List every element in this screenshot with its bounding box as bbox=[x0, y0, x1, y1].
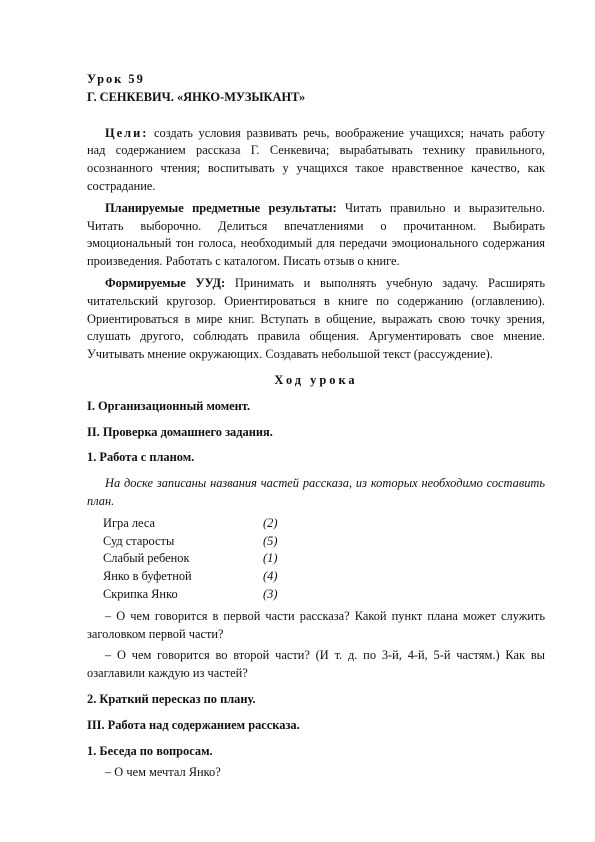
uud-text: Принимать и выполнять учебную задачу. Расширять читательский кругозор. Ориентироваться в книге по содержанию (оглавлению). Ориентироваться в мире книг. Вступать в общение, выражать свою точку зрения, слушать другого, соблюдать правила общения. Аргументировать свое мнение. Учитывать мнение окружающих. Создавать небольшой текст (рассуждение). bbox=[87, 275, 545, 362]
goals-paragraph bbox=[87, 125, 545, 196]
section-content-work: III. Работа над содержанием рассказа. bbox=[87, 717, 300, 732]
planned-results-paragraph bbox=[87, 200, 545, 271]
course-heading: Ход урока bbox=[274, 372, 358, 387]
plan-item-number: (5) bbox=[263, 533, 278, 548]
board-note: На доске записаны названия частей рассказа, из которых необходимо составить план. bbox=[87, 476, 545, 508]
section-homework: II. Проверка домашнего задания. bbox=[87, 424, 273, 439]
plan-item-title: Янко в буфетной bbox=[103, 569, 192, 584]
subsection-plan-work: 1. Работа с планом. bbox=[87, 450, 195, 465]
question-part-one: – О чем говорится в первой части рассказа? Какой пункт плана может служить заголовком первой части? bbox=[87, 608, 545, 641]
lesson-title: Г. СЕНКЕВИЧ. «ЯНКО-МУЗЫКАНТ» bbox=[87, 89, 306, 104]
goals-text: создать условия развивать речь, воображение учащихся; начать работу над содержанием рассказа Г. Сенкевича; вырабатывать технику правильного, осознанного чтения; воспитывать у учащихся такое нравственное качество, как сострадание. bbox=[87, 125, 545, 193]
plan-item-title: Слабый ребенок bbox=[103, 551, 190, 566]
plan-item-number: (2) bbox=[263, 515, 278, 530]
plan-item bbox=[103, 515, 545, 533]
plan-item-title: Скрипка Янко bbox=[103, 586, 178, 601]
plan-item bbox=[103, 568, 545, 586]
plan-item bbox=[103, 533, 545, 551]
uud-paragraph bbox=[87, 275, 545, 364]
plan-item-number: (1) bbox=[263, 551, 278, 566]
plan-item-number: (3) bbox=[263, 586, 278, 601]
subsection-retelling: 2. Краткий пересказ по плану. bbox=[87, 691, 256, 706]
planned-results-label: Планируемые предметные результаты: bbox=[105, 200, 337, 215]
subsection-questions: 1. Беседа по вопросам. bbox=[87, 743, 213, 758]
lesson-number: Урок 59 bbox=[87, 72, 145, 86]
plan-item-title: Суд старосты bbox=[103, 533, 175, 548]
plan-item-number: (4) bbox=[263, 569, 278, 584]
plan-item bbox=[103, 586, 545, 604]
section-organizational: I. Организационный момент. bbox=[87, 398, 251, 413]
question-yanko-dream: – О чем мечтал Янко? bbox=[105, 765, 221, 780]
plan-item bbox=[103, 550, 545, 568]
goals-label: Цели: bbox=[105, 125, 149, 140]
uud-label: Формируемые УУД: bbox=[105, 275, 226, 290]
plan-item-title: Игра леса bbox=[103, 515, 155, 530]
plan-list bbox=[103, 515, 545, 604]
planned-results-text: Читать правильно и выразительно. Читать выборочно. Делиться впечатлениями о прочитанном. Выбирать эмоциональный тон голоса, необходимый для передачи эмоционального содержания произведения. Работать с каталогом. Писать отзыв о книге. bbox=[87, 200, 545, 269]
question-part-two: – О чем говорится во второй части? (И т. д. по 3-й, 4-й, 5-й частям.) Как вы озаглавили каждую из частей? bbox=[87, 648, 545, 681]
